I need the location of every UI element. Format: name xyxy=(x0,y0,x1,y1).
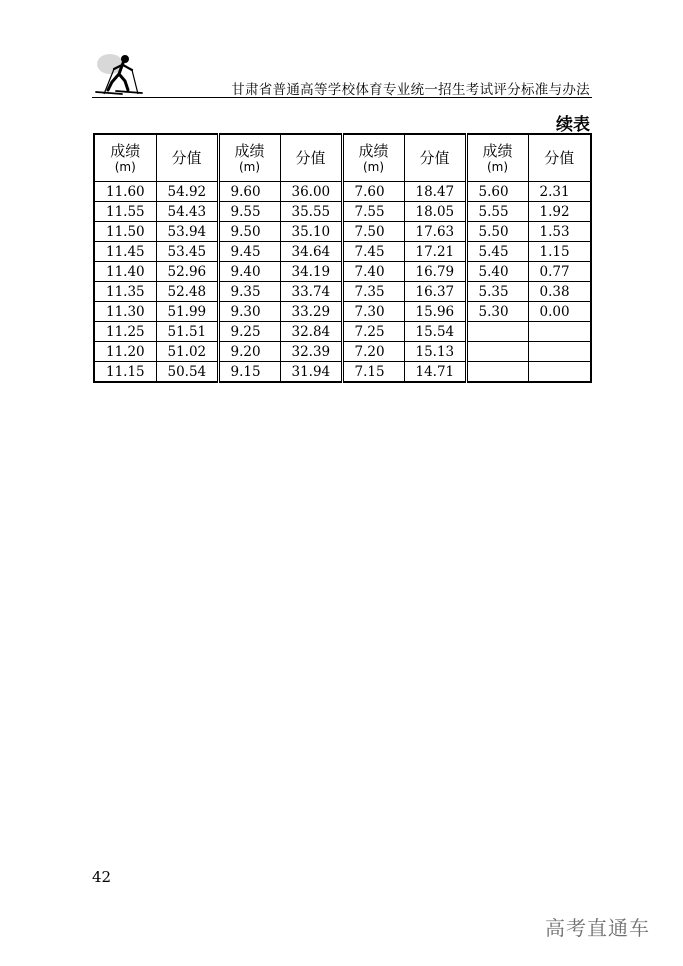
points-header: 分值 xyxy=(156,134,218,182)
score-cell: 7.20 xyxy=(342,342,404,362)
table-row xyxy=(94,262,591,282)
points-cell: 18.05 xyxy=(404,202,466,222)
points-cell: 16.37 xyxy=(404,282,466,302)
table-row xyxy=(94,222,591,242)
score-table xyxy=(93,133,592,383)
score-cell: 9.15 xyxy=(218,362,280,383)
skier-icon xyxy=(92,50,144,96)
points-cell: 15.54 xyxy=(404,322,466,342)
points-cell: 18.47 xyxy=(404,182,466,202)
score-cell: 5.35 xyxy=(466,282,528,302)
table-caption: 续表 xyxy=(556,115,590,135)
points-cell: 2.31 xyxy=(528,182,591,202)
score-header: 成绩 (m) xyxy=(218,134,280,182)
score-cell: 5.45 xyxy=(466,242,528,262)
score-cell: 7.50 xyxy=(342,222,404,242)
score-cell: 7.35 xyxy=(342,282,404,302)
score-cell xyxy=(466,362,528,383)
points-cell: 35.10 xyxy=(280,222,342,242)
points-cell: 17.63 xyxy=(404,222,466,242)
points-cell: 51.51 xyxy=(156,322,218,342)
table-row xyxy=(94,322,591,342)
table-header-row xyxy=(94,134,591,182)
score-cell: 7.40 xyxy=(342,262,404,282)
points-cell: 33.29 xyxy=(280,302,342,322)
points-cell: 0.38 xyxy=(528,282,591,302)
points-cell: 31.94 xyxy=(280,362,342,383)
points-cell: 15.96 xyxy=(404,302,466,322)
points-cell: 1.92 xyxy=(528,202,591,222)
score-header: 成绩 (m) xyxy=(342,134,404,182)
points-cell: 17.21 xyxy=(404,242,466,262)
points-cell: 32.39 xyxy=(280,342,342,362)
points-cell: 14.71 xyxy=(404,362,466,383)
points-cell: 1.53 xyxy=(528,222,591,242)
points-cell xyxy=(528,342,591,362)
points-cell xyxy=(528,362,591,383)
score-cell: 11.15 xyxy=(94,362,156,383)
points-cell: 54.92 xyxy=(156,182,218,202)
points-cell: 16.79 xyxy=(404,262,466,282)
score-cell: 5.40 xyxy=(466,262,528,282)
score-header: 成绩 (m) xyxy=(94,134,156,182)
score-cell: 9.20 xyxy=(218,342,280,362)
score-cell: 11.25 xyxy=(94,322,156,342)
score-cell: 9.25 xyxy=(218,322,280,342)
points-cell: 53.94 xyxy=(156,222,218,242)
score-cell: 7.55 xyxy=(342,202,404,222)
points-cell: 35.55 xyxy=(280,202,342,222)
score-cell: 5.50 xyxy=(466,222,528,242)
header-title: 甘肃省普通高等学校体育专业统一招生考试评分标准与办法 xyxy=(231,82,590,98)
points-cell: 52.96 xyxy=(156,262,218,282)
table-row xyxy=(94,182,591,202)
points-cell: 0.00 xyxy=(528,302,591,322)
score-cell: 11.45 xyxy=(94,242,156,262)
points-cell: 1.15 xyxy=(528,242,591,262)
page-number: 42 xyxy=(92,868,112,886)
points-header: 分值 xyxy=(404,134,466,182)
score-cell: 5.30 xyxy=(466,302,528,322)
points-cell: 15.13 xyxy=(404,342,466,362)
score-cell: 11.35 xyxy=(94,282,156,302)
score-cell: 5.60 xyxy=(466,182,528,202)
score-cell xyxy=(466,322,528,342)
score-cell: 7.25 xyxy=(342,322,404,342)
score-cell: 9.55 xyxy=(218,202,280,222)
table-row xyxy=(94,282,591,302)
score-cell xyxy=(466,342,528,362)
points-cell: 54.43 xyxy=(156,202,218,222)
score-cell: 11.50 xyxy=(94,222,156,242)
points-cell: 51.99 xyxy=(156,302,218,322)
score-cell: 11.30 xyxy=(94,302,156,322)
score-cell: 9.50 xyxy=(218,222,280,242)
score-cell: 7.45 xyxy=(342,242,404,262)
table-row xyxy=(94,362,591,383)
score-cell: 9.60 xyxy=(218,182,280,202)
score-cell: 9.45 xyxy=(218,242,280,262)
table-row xyxy=(94,342,591,362)
points-cell: 36.00 xyxy=(280,182,342,202)
score-cell: 11.40 xyxy=(94,262,156,282)
points-header: 分值 xyxy=(280,134,342,182)
points-cell: 34.19 xyxy=(280,262,342,282)
points-cell: 50.54 xyxy=(156,362,218,383)
points-cell: 52.48 xyxy=(156,282,218,302)
score-cell: 9.30 xyxy=(218,302,280,322)
watermark: 高考直通车 xyxy=(545,916,650,940)
header-divider xyxy=(92,97,592,98)
score-cell: 7.30 xyxy=(342,302,404,322)
score-cell: 11.60 xyxy=(94,182,156,202)
score-cell: 9.35 xyxy=(218,282,280,302)
table-row xyxy=(94,202,591,222)
score-cell: 5.55 xyxy=(466,202,528,222)
table-row xyxy=(94,302,591,322)
points-cell: 0.77 xyxy=(528,262,591,282)
score-cell: 7.15 xyxy=(342,362,404,383)
points-cell: 51.02 xyxy=(156,342,218,362)
score-header: 成绩 (m) xyxy=(466,134,528,182)
points-header: 分值 xyxy=(528,134,591,182)
score-cell: 7.60 xyxy=(342,182,404,202)
points-cell: 53.45 xyxy=(156,242,218,262)
score-cell: 11.55 xyxy=(94,202,156,222)
points-cell: 32.84 xyxy=(280,322,342,342)
score-cell: 9.40 xyxy=(218,262,280,282)
score-cell: 11.20 xyxy=(94,342,156,362)
points-cell xyxy=(528,322,591,342)
points-cell: 34.64 xyxy=(280,242,342,262)
table-row xyxy=(94,242,591,262)
points-cell: 33.74 xyxy=(280,282,342,302)
